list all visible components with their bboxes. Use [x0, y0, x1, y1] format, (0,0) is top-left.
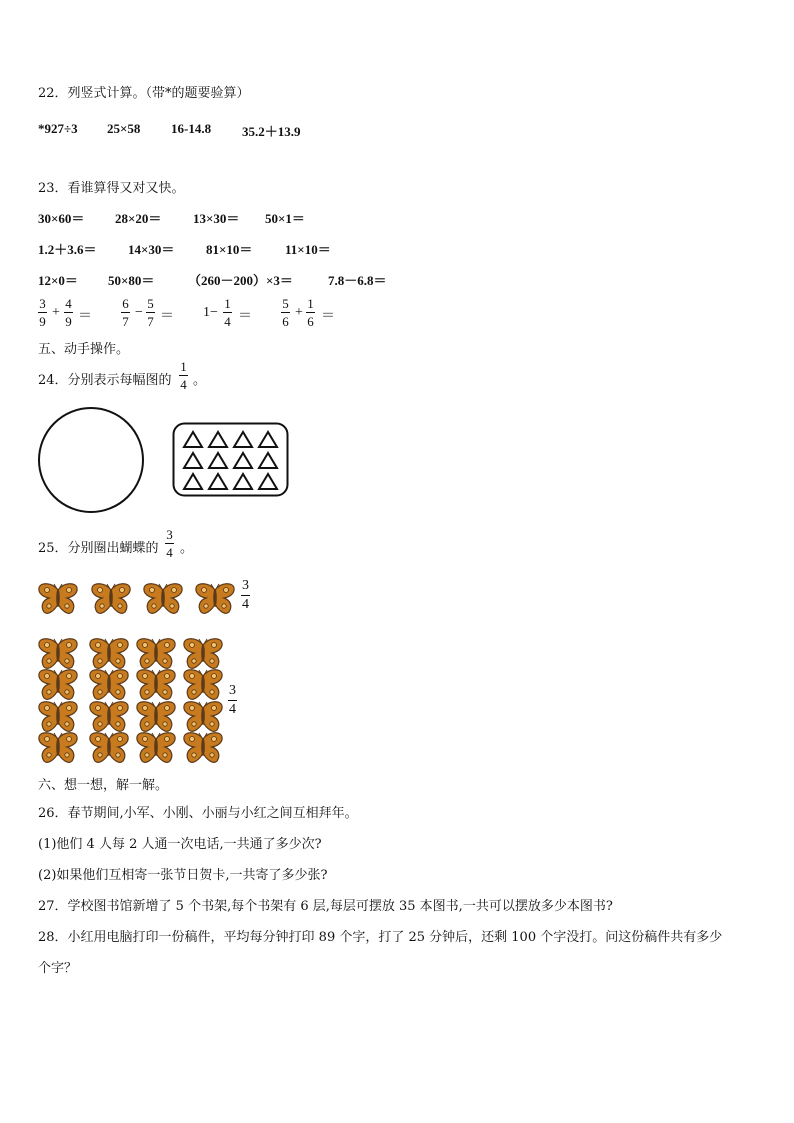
q25-fraction: [165, 528, 174, 559]
q22-item-3: 16-14.8: [171, 121, 212, 136]
q25-tail: 。: [180, 541, 194, 556]
q23-r3-2: 50×80＝: [108, 273, 155, 288]
butterfly-icon: [38, 731, 78, 765]
triangle-shape: [234, 453, 252, 468]
triangle-shape: [259, 474, 277, 489]
q22-item-2: 25×58: [107, 121, 141, 136]
q28-line-1: 28．小红用电脑打印一份稿件，平均每分钟打印 89 个字，打了 25 分钟后，还剩 100 个字没打。问这份稿件共有多少: [38, 930, 723, 945]
q27-title: 27．学校图书馆新增了 5 个书架,每个书架有 6 层,每层可摆放 35 本图书,一共可以摆放多少本图书?: [38, 899, 613, 914]
q23-r2-4: 11×10＝: [285, 242, 331, 257]
butterfly-icon: [89, 668, 129, 702]
denominator: 7: [147, 314, 154, 329]
butterfly-icon: [143, 582, 183, 616]
operator: +: [295, 305, 303, 320]
butterfly-icon: [136, 731, 176, 765]
section6-title: 六、想一想，解一解。: [38, 778, 169, 793]
butterfly-icon: [195, 582, 235, 616]
q22-title: 22．列竖式计算。（带*的题要验算）: [38, 86, 250, 101]
q24-fraction: [179, 360, 188, 391]
numerator: 1: [307, 296, 314, 311]
denominator: 6: [282, 314, 289, 329]
triangle-shape: [234, 432, 252, 447]
butterfly-icon: [183, 637, 223, 671]
q23-r2-1: 1.2＋3.6＝: [38, 242, 97, 257]
circle-figure: [36, 407, 146, 513]
triangle-shape: [234, 474, 252, 489]
triangle-shape: [209, 474, 227, 489]
butterfly-icon: [136, 668, 176, 702]
q23-r1-4: 50×1＝: [265, 211, 305, 226]
fraction: [38, 297, 47, 328]
equals: ＝: [78, 309, 92, 324]
denominator: 4: [224, 314, 231, 329]
numerator: 3: [229, 683, 236, 698]
butterfly-icon: [89, 637, 129, 671]
q26-part-1: (1)他们 4 人每 2 人通一次电话,一共通了多少次?: [38, 837, 322, 852]
denominator: 6: [307, 314, 314, 329]
denominator: 4: [180, 377, 187, 392]
q26-title: 26．春节期间,小军、小刚、小丽与小红之间互相拜年。: [38, 806, 358, 821]
denominator: 4: [242, 597, 249, 612]
denominator: 4: [229, 702, 236, 717]
butterfly-icon: [136, 700, 176, 734]
numerator: 4: [65, 296, 72, 311]
denominator: 9: [39, 314, 46, 329]
butterfly-icon: [183, 700, 223, 734]
lead-term: 1−: [203, 305, 218, 320]
q26-part-2: (2)如果他们互相寄一张节日贺卡,一共寄了多少张?: [38, 868, 328, 883]
butterfly-icon: [183, 668, 223, 702]
q28-line-2: 个字？: [38, 961, 78, 976]
butterfly-icon: [89, 700, 129, 734]
triangle-shape: [259, 453, 277, 468]
q23-r1-2: 28×20＝: [115, 211, 162, 226]
q23-r3-3: （260－200）×3＝: [188, 273, 293, 288]
numerator: 6: [122, 296, 129, 311]
q23-r1-1: 30×60＝: [38, 211, 85, 226]
q22-item-4: 35.2＋13.9: [242, 124, 301, 139]
butterfly-icon: [38, 700, 78, 734]
numerator: 1: [180, 359, 187, 374]
q22-item-1: *927÷3: [38, 121, 78, 136]
equals: ＝: [238, 309, 252, 324]
group2-fraction-label: [228, 684, 237, 717]
numerator: 3: [39, 296, 46, 311]
denominator: 7: [122, 314, 129, 329]
butterfly-icon: [183, 731, 223, 765]
equals: ＝: [321, 309, 335, 324]
fraction: [121, 297, 130, 328]
equals: ＝: [160, 309, 174, 324]
triangle-shape: [184, 474, 202, 489]
fraction: [306, 297, 315, 328]
operator: +: [52, 305, 60, 320]
q23-r3-4: 7.8－6.8＝: [328, 273, 387, 288]
operator: −: [135, 305, 143, 320]
triangle-shape: [184, 432, 202, 447]
triangle-shape: [209, 453, 227, 468]
q23-r3-1: 12×0＝: [38, 273, 78, 288]
section5-title: 五、动手操作。: [38, 342, 130, 357]
q25-title: 25．分别圈出蝴蝶的: [38, 541, 159, 556]
numerator: 3: [242, 578, 249, 593]
numerator: 1: [224, 296, 231, 311]
numerator: 5: [147, 296, 154, 311]
q24-title: 24．分别表示每幅图的: [38, 373, 172, 388]
numerator: 3: [166, 527, 173, 542]
butterfly-icon: [38, 637, 78, 671]
q23-r1-3: 13×30＝: [193, 211, 240, 226]
triangle-box-figure: [172, 422, 290, 498]
denominator: 9: [65, 314, 72, 329]
butterfly-icon: [136, 637, 176, 671]
fraction: [146, 297, 155, 328]
butterfly-icon: [91, 582, 131, 616]
numerator: 5: [282, 296, 289, 311]
butterfly-icon: [38, 582, 78, 616]
group1-fraction-label: [241, 579, 250, 612]
butterfly-icon: [38, 668, 78, 702]
q23-r2-2: 14×30＝: [128, 242, 175, 257]
triangle-shape: [259, 432, 277, 447]
q23-r2-3: 81×10＝: [206, 242, 253, 257]
butterfly-icon: [89, 731, 129, 765]
triangle-shape: [184, 453, 202, 468]
triangle-shape: [209, 432, 227, 447]
fraction: [64, 297, 73, 328]
fraction: [281, 297, 290, 328]
q24-tail: 。: [193, 373, 207, 388]
q23-title: 23．看谁算得又对又快。: [38, 181, 185, 196]
fraction: [223, 297, 232, 328]
denominator: 4: [166, 545, 173, 560]
